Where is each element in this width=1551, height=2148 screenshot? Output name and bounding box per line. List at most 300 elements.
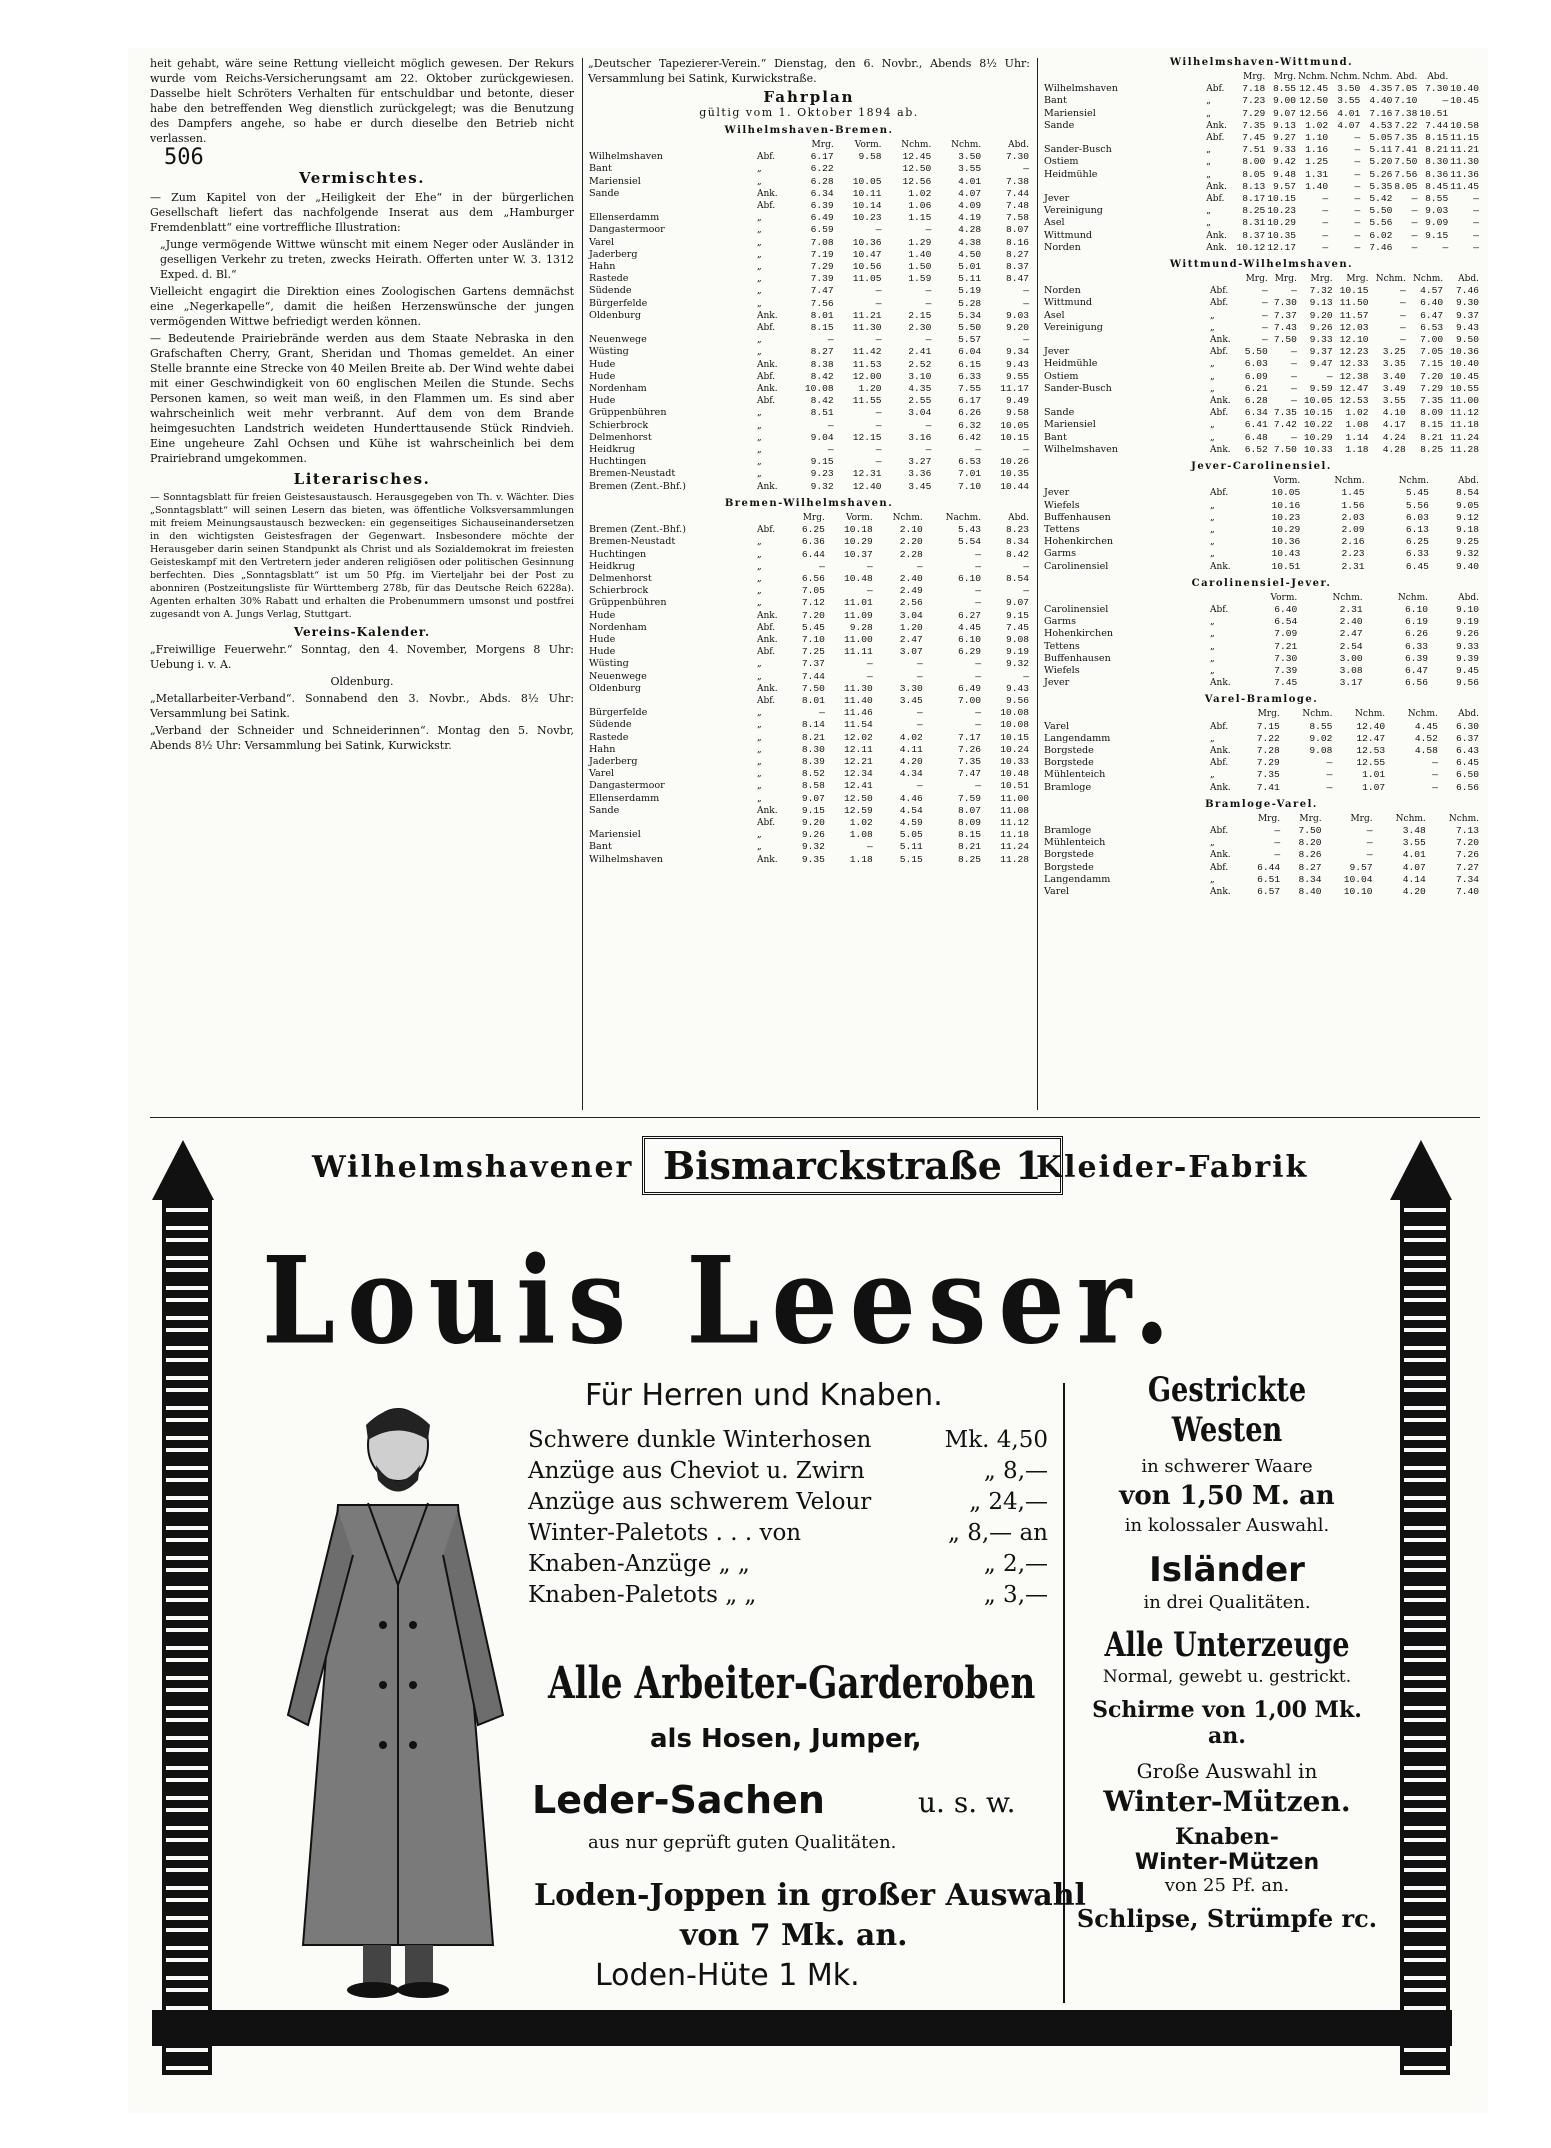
station-name: Jever [1044, 677, 1070, 689]
departure-time: 9.08 [1005, 633, 1029, 645]
departure-time: 2.31 [1341, 560, 1365, 572]
departure-time: 11.30 [852, 322, 882, 334]
timetable-header-cell: Nchm. [1298, 72, 1329, 82]
station-name: Mariensiel [589, 829, 641, 841]
departure-time: 3.55 [1337, 95, 1361, 107]
departure-time: 4.45 [1414, 720, 1438, 732]
departure-time: 9.20 [1005, 322, 1029, 334]
departure-time: 7.41 [1256, 781, 1280, 793]
station-name: Bremen-Neustadt [589, 468, 676, 480]
departure-time: 7.01 [958, 468, 982, 480]
timetable-row [588, 622, 1030, 634]
departure-time: — [1291, 382, 1297, 394]
departure-time: — [1291, 431, 1297, 443]
departure-time: 11.46 [843, 707, 873, 719]
arrival-departure-mark: Abf. [1210, 488, 1229, 499]
departure-time: — [975, 548, 982, 560]
departure-time: — [1354, 241, 1361, 253]
departure-time: 4.45 [958, 621, 982, 633]
departure-time: 7.42 [1273, 419, 1297, 431]
departure-time: — [1291, 346, 1297, 358]
timetable-row [588, 707, 1030, 719]
price-item-value: „ 8,— [983, 1458, 1048, 1484]
arrival-departure-mark: „ [756, 176, 762, 187]
timetable-row [588, 573, 1030, 585]
arrival-departure-mark: „ [1210, 629, 1215, 640]
station-name: Heidkrug [589, 444, 635, 456]
timetable-header-cell: Nchm. [1332, 592, 1363, 603]
departure-time: 4.17 [1382, 419, 1406, 431]
timetable-row [588, 444, 1030, 456]
timetable [1043, 592, 1480, 690]
departure-time: 10.23 [1267, 205, 1297, 217]
departure-time: 10.33 [1303, 443, 1333, 455]
price-item-value: „ 3,— [983, 1582, 1048, 1608]
departure-time: 7.51 [1242, 144, 1266, 156]
departure-time: 9.32 [810, 480, 834, 492]
timetable-row [1043, 310, 1480, 322]
departure-time: 4.35 [1369, 83, 1393, 95]
departure-time: 4.50 [958, 248, 982, 260]
arrival-departure-mark: „ [756, 432, 762, 443]
departure-time: — [1291, 358, 1297, 370]
timetable-row [588, 371, 1030, 383]
paragraph: — Bedeutende Prairiebrände werden aus dem Staate Nebraska in den Grafschaften Cherry, Grant, Sheridan und Thomas gemeldet. An einer Stelle brannte eine Strecke von 40 Meilen Breite ab. Der Wind wehte dabei mit einer Geschwindigkeit von 60 englischen Meilen die Stunde. Sechs Personen kamen, so weit man weiß, in den Flammen um. Es sind aber wahrscheinlich weit mehr verbrannt. Auf dem von dem Brande heimgesuchten Landstrich weideten Hunderttausende Stück Rindvieh. Eine ungeheure Zahl Ochsen und Kühe ist wahrscheinlich bei dem Prairiebrand umgekommen. [150, 332, 574, 465]
departure-time: — [1023, 334, 1029, 346]
departure-time: 3.48 [1402, 824, 1426, 836]
station-name: Tettens [1044, 640, 1080, 652]
departure-time: 10.47 [852, 248, 882, 260]
ad-auswahl: in kolossaler Auswahl. [1124, 1515, 1330, 1536]
timetable-row [588, 634, 1030, 646]
departure-time: 10.55 [1450, 382, 1479, 394]
departure-time: — [1023, 297, 1029, 309]
departure-time: 5.54 [958, 536, 982, 548]
departure-time: 7.35 [1242, 119, 1266, 131]
departure-time: 10.12 [1236, 241, 1266, 253]
timetable-row [1043, 95, 1480, 107]
departure-time: 7.32 [1309, 285, 1333, 297]
departure-time: 4.59 [899, 816, 923, 828]
timetable-header-cell: Mrg. [1299, 813, 1322, 824]
departure-time: 1.02 [1305, 119, 1329, 131]
departure-time: 9.04 [810, 431, 834, 443]
timetable-header-cell: Abd. [1008, 140, 1029, 150]
price-item-label: Knaben-Anzüge „ „ [528, 1551, 750, 1577]
timetable-row [588, 261, 1030, 273]
arrival-departure-mark: Ank. [1210, 335, 1231, 346]
departure-time: 7.56 [810, 297, 834, 309]
departure-time: 8.25 [1242, 205, 1266, 217]
departure-time: 7.12 [801, 597, 825, 609]
timetable-header-cell: Nchm. [1448, 813, 1479, 824]
timetable-row [1043, 144, 1480, 156]
station-name: Ostiem [1044, 370, 1079, 382]
station-name: Norden [1044, 285, 1081, 297]
timetable-row [588, 732, 1030, 744]
departure-time: 10.15 [1000, 731, 1029, 743]
departure-time: 11.00 [1450, 395, 1479, 407]
departure-time: 7.17 [958, 731, 982, 743]
station-name: Oldenburg [589, 682, 641, 694]
departure-time: 4.20 [1402, 885, 1426, 897]
departure-time: 1.06 [908, 200, 932, 212]
departure-time: — [1023, 670, 1029, 682]
departure-time: 7.50 [1298, 824, 1322, 836]
departure-time: — [1322, 241, 1329, 253]
departure-time: 9.45 [1455, 664, 1479, 676]
departure-time: 11.55 [852, 395, 882, 407]
timetable [1043, 708, 1480, 793]
timetable-row [588, 756, 1030, 768]
departure-time: 7.43 [1273, 321, 1297, 333]
departure-time: 11.15 [1450, 132, 1479, 144]
departure-time: — [1400, 297, 1406, 309]
departure-time: 11.05 [852, 273, 882, 285]
departure-time: 6.57 [1257, 885, 1281, 897]
departure-time: 8.45 [1425, 180, 1449, 192]
departure-time: — [875, 407, 882, 419]
departure-time: 4.28 [958, 224, 982, 236]
departure-time: 9.32 [1005, 658, 1029, 670]
departure-time: 7.27 [1455, 861, 1479, 873]
timetable-caption: Wittmund-Wilhelmshaven. [1169, 259, 1354, 271]
departure-time: 9.55 [1005, 370, 1029, 382]
timetable-header-cell: Vorm. [854, 140, 882, 150]
departure-time: 11.28 [1000, 853, 1029, 865]
departure-time: 8.27 [1005, 248, 1029, 260]
departure-time: 4.09 [958, 200, 982, 212]
timetable-row [588, 322, 1030, 334]
arrival-departure-mark: „ [1210, 733, 1215, 744]
departure-time: 9.57 [1273, 180, 1297, 192]
timetable-caption: Wilhelmshaven-Wittmund. [1169, 57, 1354, 68]
arrival-departure-mark: Abf. [1210, 286, 1229, 297]
timetable-header-row [1043, 592, 1480, 604]
departure-time: 8.16 [1005, 236, 1029, 248]
departure-time: 10.23 [852, 212, 882, 224]
departure-time: 3.45 [899, 694, 923, 706]
timetable-row [588, 395, 1030, 407]
departure-time: 10.51 [1271, 560, 1301, 572]
departure-time: 6.34 [810, 187, 834, 199]
departure-time: — [916, 560, 923, 572]
departure-time: 8.21 [1425, 144, 1449, 156]
departure-time: 1.14 [1345, 431, 1369, 443]
departure-time: 8.01 [801, 694, 825, 706]
timetable-header-cell: Abd. [1396, 72, 1418, 82]
departure-time: 6.09 [1244, 370, 1268, 382]
departure-time: 12.38 [1339, 370, 1369, 382]
arrival-departure-mark: Ank. [1210, 678, 1231, 689]
timetable-header-cell [1043, 708, 1209, 720]
departure-time: 6.22 [810, 163, 834, 175]
timetable-row [1043, 444, 1480, 456]
departure-time: 7.20 [1420, 370, 1444, 382]
departure-time: — [1411, 217, 1418, 229]
departure-time: 3.04 [908, 407, 932, 419]
departure-time: 12.17 [1267, 241, 1297, 253]
timetable [1043, 813, 1480, 898]
station-name: Varel [589, 768, 615, 780]
departure-time: 10.40 [1450, 83, 1479, 95]
departure-time: 7.50 [1394, 156, 1418, 168]
departure-time: — [1473, 193, 1479, 205]
departure-time: 11.18 [1450, 419, 1479, 431]
arrival-departure-mark: Ank. [1210, 782, 1231, 793]
station-name: Wittmund [1044, 229, 1093, 241]
departure-time: — [1326, 370, 1333, 382]
departure-time: 8.39 [801, 755, 825, 767]
timetable-row [1043, 641, 1480, 653]
departure-time: 11.24 [1450, 431, 1479, 443]
ad-loden-joppen: Loden-Joppen in großer Auswahl [534, 1878, 1086, 1913]
timetable-header-row [1043, 708, 1480, 720]
arrival-departure-mark: Abf. [1210, 758, 1229, 769]
station-name: Dangastermoor [589, 224, 665, 236]
departure-time: 10.15 [1267, 193, 1297, 205]
departure-time: 3.55 [958, 163, 982, 175]
departure-time: 3.50 [958, 151, 982, 163]
departure-time [835, 163, 883, 175]
departure-time: 8.30 [801, 743, 825, 755]
timetable-header-cell: Nchm. [1330, 72, 1361, 82]
departure-time: 9.05 [1455, 499, 1479, 511]
departure-time: 8.21 [1420, 431, 1444, 443]
timetable-header-cell: Vorm. [1270, 592, 1298, 603]
arrival-departure-mark: Abf. [1210, 862, 1229, 873]
departure-time: 4.35 [908, 383, 932, 395]
departure-time: 6.54 [1274, 616, 1298, 628]
departure-time: 5.35 [1369, 180, 1393, 192]
arrival-departure-mark: „ [1210, 383, 1215, 394]
departure-time: — [1261, 321, 1268, 333]
departure-time: 12.41 [843, 780, 873, 792]
article-continuation: heit gehabt, wäre seine Rettung vielleicht möglich gewesen. Der Rekurs wurde vom Reichs-Versicherungsamt am 22. Oktober zurückgewiesen. Dasselbe hielt Schröters Verhalten für entschuldbar und betonte, dieser habe den betreffenden Weg dienstlich zurückgelegt; was die Benutzung des Dampfers angehe, so habe er durch dieselbe den Betrieb nicht verlassen. [150, 57, 574, 145]
departure-time: 6.26 [1404, 628, 1428, 640]
departure-time: 1.02 [1345, 407, 1369, 419]
departure-time: 7.45 [1274, 677, 1298, 689]
man-in-overcoat-illustration [268, 1385, 518, 2000]
departure-time: 7.35 [1394, 132, 1418, 144]
arrival-departure-mark: „ [756, 830, 762, 841]
departure-time: 3.30 [899, 682, 923, 694]
ad-hosen-jumper: als Hosen, Jumper, [650, 1724, 922, 1754]
departure-time: 4.11 [899, 743, 923, 755]
timetable-row [588, 310, 1030, 322]
station-name: Heidkrug [589, 560, 635, 572]
departure-time: — [925, 334, 932, 346]
departure-time: — [925, 444, 932, 456]
departure-time: — [867, 658, 873, 670]
departure-time: 9.20 [801, 816, 825, 828]
departure-time: 6.36 [801, 536, 825, 548]
arrival-departure-mark: „ [756, 793, 762, 804]
arrival-departure-mark: Abf. [1206, 133, 1225, 144]
timetable-header-cell [1205, 71, 1235, 83]
departure-time: 11.12 [1000, 816, 1029, 828]
departure-time: 2.20 [899, 536, 923, 548]
station-name: Huchtingen [589, 456, 647, 468]
departure-time: 9.35 [801, 853, 825, 865]
departure-time: 10.36 [852, 236, 882, 248]
station-name: Ostiem [1044, 156, 1079, 168]
departure-time: 5.50 [1244, 346, 1268, 358]
departure-time: — [1023, 285, 1029, 297]
departure-time: — [867, 560, 873, 572]
departure-time: — [1354, 168, 1361, 180]
station-name: Delmenhorst [589, 572, 652, 584]
departure-time: 3.45 [908, 480, 932, 492]
timetable-row [588, 695, 1030, 707]
station-name: Neuenwege [589, 670, 647, 682]
departure-time: 7.26 [958, 743, 982, 755]
departure-time: 3.17 [1339, 677, 1363, 689]
departure-time: 9.56 [1455, 677, 1479, 689]
station-name: Wiefels [1044, 499, 1080, 511]
timetable-header-cell: Nchm. [1362, 72, 1393, 82]
departure-time: 8.37 [1005, 261, 1029, 273]
departure-time: — [827, 334, 834, 346]
departure-time: 7.55 [958, 383, 982, 395]
departure-time: 1.02 [849, 816, 873, 828]
departure-time: 11.36 [1450, 168, 1479, 180]
departure-time: — [1366, 837, 1373, 849]
arrival-departure-mark: „ [756, 598, 762, 609]
departure-time: — [1354, 193, 1361, 205]
ad-knaben: Knaben- [1175, 1824, 1279, 1850]
timetable-row [1043, 721, 1480, 733]
timetable-header-cell: Nchm. [1407, 709, 1438, 720]
departure-time: 7.28 [1256, 744, 1280, 756]
departure-time: 5.20 [1369, 156, 1393, 168]
arrival-departure-mark: „ [756, 756, 762, 767]
departure-time: 8.17 [1242, 193, 1266, 205]
departure-time: 7.47 [958, 768, 982, 780]
departure-time: 3.55 [1402, 837, 1426, 849]
departure-time: 10.14 [852, 200, 882, 212]
departure-time: 6.15 [958, 358, 982, 370]
ad-grosse-auswahl: Große Auswahl in [1136, 1759, 1318, 1783]
ad-firm-label: Kleider-Fabrik [1036, 1150, 1309, 1185]
timetable-row [1043, 561, 1480, 573]
departure-time: 5.50 [958, 322, 982, 334]
departure-time: 7.30 [1274, 652, 1298, 664]
timetable-row [1043, 757, 1480, 769]
departure-time: 11.21 [1450, 144, 1479, 156]
departure-time: 11.09 [843, 609, 873, 621]
departure-time: — [1023, 585, 1029, 597]
departure-time: 9.57 [1349, 861, 1373, 873]
departure-time: 5.43 [958, 524, 982, 536]
departure-time: 6.29 [958, 646, 982, 658]
vereins-entry: „Freiwillige Feuerwehr.“ Sonntag, den 4. November, Morgens 8 Uhr: Uebung i. v. A. [150, 643, 574, 671]
arrival-departure-mark: Abf. [1210, 825, 1229, 836]
timetable-row [588, 383, 1030, 395]
departure-time: 7.30 [1425, 83, 1449, 95]
price-list-item [528, 1487, 1048, 1518]
station-name: Carolinensiel [1044, 560, 1109, 572]
departure-time: — [975, 444, 982, 456]
departure-time: 8.58 [801, 780, 825, 792]
timetable-row [1043, 862, 1480, 874]
departure-time: — [875, 334, 882, 346]
arrival-departure-mark: „ [1206, 108, 1211, 119]
fahrplan-title: Fahrplan [763, 88, 855, 106]
departure-time: — [1400, 285, 1406, 297]
departure-time: 6.25 [801, 524, 825, 536]
departure-time: — [1366, 849, 1373, 861]
departure-time: 8.47 [1005, 273, 1029, 285]
departure-time: 9.15 [810, 456, 834, 468]
departure-time: 10.16 [1271, 499, 1301, 511]
departure-time: 4.14 [1402, 873, 1426, 885]
timetable-row [588, 224, 1030, 236]
right-pillar-ornament [1390, 1140, 1452, 2075]
timetable-header-row [1043, 71, 1480, 83]
departure-time: 10.05 [1271, 487, 1301, 499]
station-name: Tettens [1044, 523, 1080, 535]
timetable-row [588, 597, 1030, 609]
departure-time: 8.54 [1455, 487, 1479, 499]
departure-time: — [975, 585, 982, 597]
timetable-row [1043, 677, 1480, 689]
departure-time: 7.05 [1394, 83, 1418, 95]
departure-time: 1.56 [1341, 499, 1365, 511]
departure-time: 8.34 [1005, 536, 1029, 548]
station-name: Nordenham [589, 621, 647, 633]
departure-time: 9.12 [1455, 511, 1479, 523]
timetable-header-cell: Nchm. [1375, 274, 1406, 285]
timetable-header-cell: Vorm. [1273, 476, 1301, 487]
timetable-row [1043, 500, 1480, 512]
arrival-departure-mark: „ [756, 586, 762, 597]
station-name: Borgstede [1044, 757, 1094, 769]
departure-time: 8.55 [1273, 83, 1297, 95]
departure-time: 10.36 [1271, 536, 1301, 548]
station-name: Bant [1044, 431, 1067, 443]
departure-time: 8.26 [1298, 849, 1322, 861]
departure-time: 11.45 [1450, 180, 1479, 192]
departure-time: 2.28 [899, 548, 923, 560]
ad-leder-sachen: Leder-Sachen [532, 1778, 825, 1822]
arrival-departure-mark: „ [756, 671, 762, 682]
departure-time: 7.21 [1274, 640, 1298, 652]
arrival-departure-mark: Ank. [1210, 396, 1231, 407]
timetable-header-cell: Mrg. [1273, 72, 1297, 82]
departure-time: 7.18 [1242, 83, 1266, 95]
arrival-departure-mark: „ [1210, 500, 1215, 511]
station-name: Mariensiel [1044, 107, 1096, 119]
departure-time: 8.14 [801, 719, 825, 731]
departure-time: 4.38 [958, 236, 982, 248]
departure-time: — [916, 670, 923, 682]
station-name: Asel [1044, 217, 1065, 229]
departure-time: 2.10 [899, 524, 923, 536]
timetable-row [1043, 524, 1480, 536]
departure-time: 10.29 [1271, 523, 1301, 535]
arrival-departure-mark: „ [756, 561, 762, 572]
timetable-header-cell: Nachm. [945, 512, 982, 523]
departure-time: 12.56 [902, 175, 932, 187]
departure-time: 1.18 [849, 853, 873, 865]
departure-time: 6.48 [1244, 431, 1268, 443]
price-item-value: „ 24,— [969, 1489, 1048, 1515]
timetable-row [588, 744, 1030, 756]
price-list-item [528, 1456, 1048, 1487]
departure-time: — [1322, 193, 1329, 205]
departure-time: 3.25 [1382, 346, 1406, 358]
